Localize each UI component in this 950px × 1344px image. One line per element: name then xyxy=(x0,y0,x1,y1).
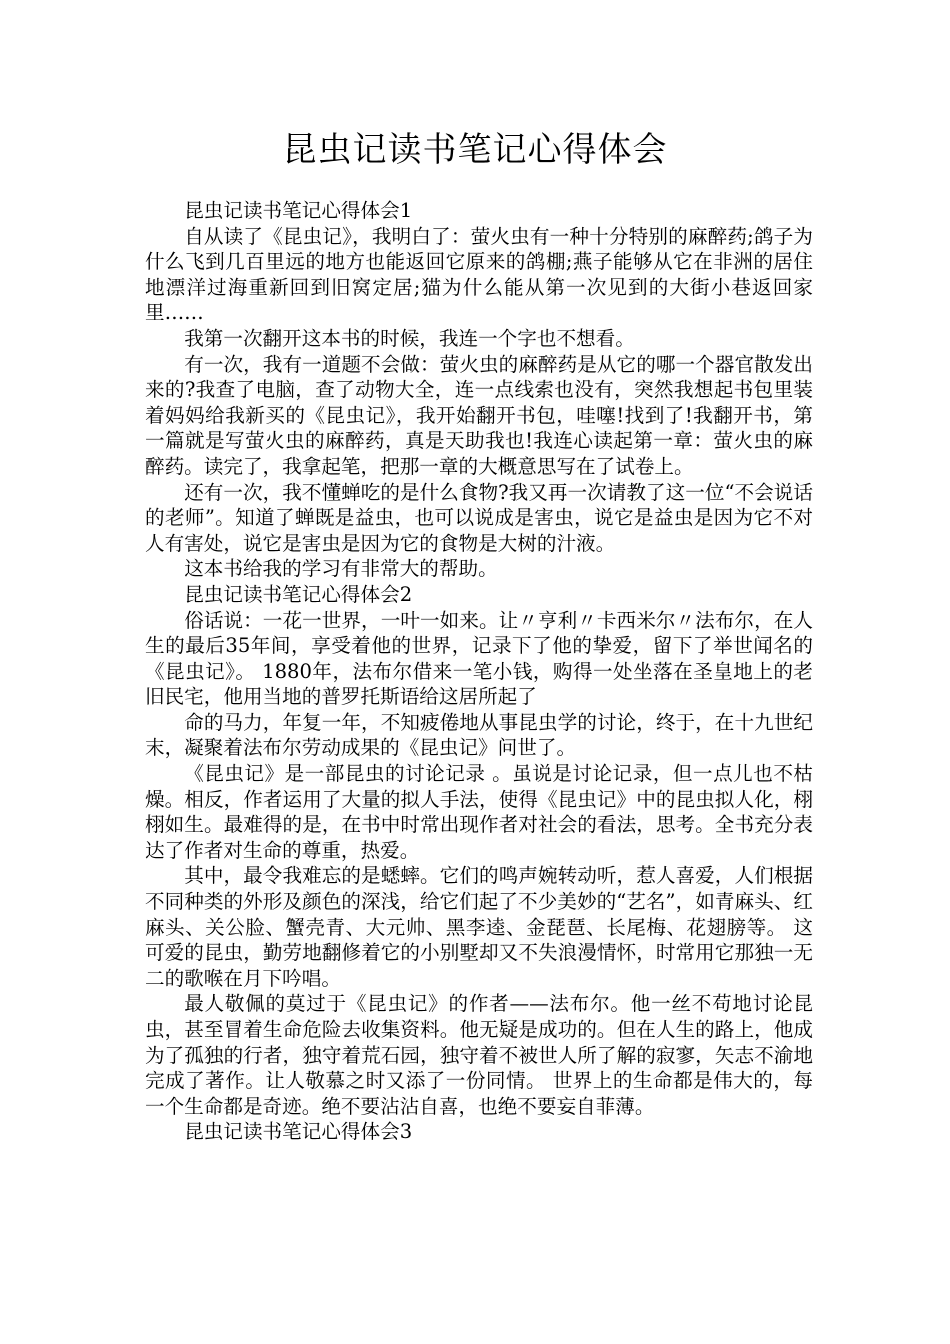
section-heading-1: 昆虫记读书笔记心得体会1 xyxy=(184,199,413,222)
paragraph: 有一次，我有一道题不会做：萤火虫的麻醉药是从它的哪一个器官散发出来的?我查了电脑，查了动物大全，连一点线索也没有，突然我想起书包里装着妈妈给我新买的《昆虫记》，我开始翻开书包，哇噻!找到了!我翻开书，第一篇就是写萤火虫的麻醉药，真是天助我也!我连心读起第一章：萤火虫的麻醉药。读完了，我拿起笔，把那一章的大概意思写在了试卷上。 xyxy=(145,352,813,478)
paragraph: 俗话说：一花一世界，一叶一如来。让〃亨利〃卡西米尔〃法布尔，在人生的最后35年间，享受着他的世界，记录下了他的挚爱，留下了举世闻名的《昆虫记》。 1880年，法布尔借来一笔小钱，购得一处坐落在圣皇地上的老旧民宅，他用当地的普罗托斯语给这居所起了 xyxy=(145,608,813,709)
paragraph: 自从读了《昆虫记》，我明白了：萤火虫有一种十分特别的麻醉药;鸽子为什么飞到几百里远的地方也能返回它原来的鸽棚;燕子能够从它在非洲的居住地漂洋过海重新回到旧窝定居;猫为什么能从第一次见到的大街小巷返回家里…… xyxy=(145,224,813,325)
paragraph: 我第一次翻开这本书的时候，我连一个字也不想看。 xyxy=(184,326,635,350)
paragraph: 这本书给我的学习有非常大的帮助。 xyxy=(184,557,498,581)
paragraph: 最人敬佩的莫过于《昆虫记》的作者——法布尔。他一丝不苟地讨论昆虫，甚至冒着生命危险去收集资料。他无疑是成功的。但在人生的路上，他成为了孤独的行者，独守着荒石园，独守着不被世人所了解的寂寥，矢志不渝地完成了著作。让人敬慕之时又添了一份同情。 世界上的生命都是伟大的，每一个生命都是奇迹。绝不要沾沾自喜，也绝不要妄自菲薄。 xyxy=(145,992,813,1118)
paragraph: 《昆虫记》是一部昆虫的讨论记录 。虽说是讨论记录，但一点儿也不枯燥。相反，作者运用了大量的拟人手法，使得《昆虫记》中的昆虫拟人化，栩栩如生。最难得的是，在书中时常出现作者对社会的看法，思考。全书充分表达了作者对生命的尊重，热爱。 xyxy=(145,762,813,862)
document-title: 昆虫记读书笔记心得体会 xyxy=(282,130,668,170)
document-body xyxy=(145,198,813,1145)
paragraph: 命的马力，年复一年，不知疲倦地从事昆虫学的讨论，终于，在十九世纪末，凝聚着法布尔劳动成果的《昆虫记》问世了。 xyxy=(145,710,813,760)
paragraph: 其中，最令我难忘的是蟋蟀。它们的鸣声婉转动听，惹人喜爱，人们根据不同种类的外形及颜色的深浅，给它们起了不少美妙的“艺名”，如青麻头、红麻头、关公脸、蟹壳青、大元帅、黑李逵、金琵琶、长尾梅、花翅膀等。 这可爱的昆虫，勤劳地翻修着它的小别墅却又不失浪漫情怀，时常用它那独一无二的歌喉在月下吟唱。 xyxy=(145,864,813,990)
section-heading-3: 昆虫记读书笔记心得体会3 xyxy=(184,1120,413,1144)
section-heading-2: 昆虫记读书笔记心得体会2 xyxy=(184,582,413,606)
paragraph: 还有一次，我不懂蝉吃的是什么食物?我又再一次请教了这一位“不会说话的老师”。知道了蝉既是益虫，也可以说成是害虫，说它是益虫是因为它不对人有害处，说它是害虫是因为它的食物是大树的汁液。 xyxy=(145,480,813,555)
